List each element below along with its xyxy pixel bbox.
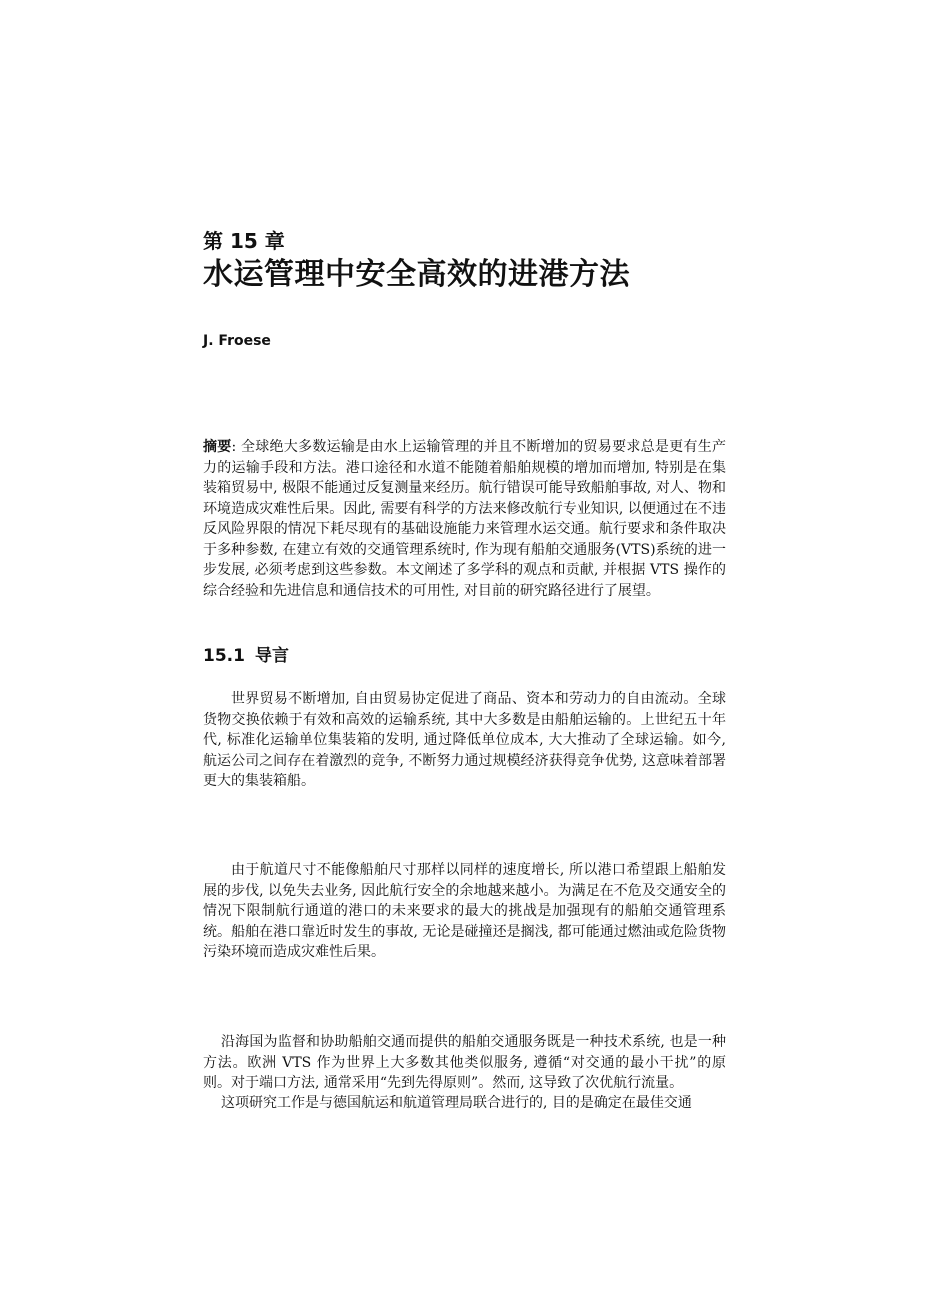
abstract-label: 摘要 [203,439,232,455]
chapter-title: 水运管理中安全高效的进港方法 [203,257,630,292]
body-paragraph-4: 这项研究工作是与德国航运和航道管理局联合进行的, 目的是确定在最佳交通 [221,1095,692,1111]
abstract-text: : 全球绝大多数运输是由水上运输管理的并且不断增加的贸易要求总是更有生产力的运输手段和方法。港口途径和水道不能随着船舶规模的增加而增加, 特别是在集装箱贸易中, 极限不能通过反复测量来经历。航行错误可能导致船舶事故, 对人、物和环境造成灾难性后果。因此, 需要有科学的方法来修改航行专业知识, 以便通过在不违反风险界限的情况下耗尽现有的基础设施能力来管理水运交通。航行要求和条件取决于多种参数, 在建立有效的交通管理系统时, 作为现有船舶交通服务(VTS)系统的进一步发展, 必须考虑到这些参数。本文阐述了多学科的观点和贡献, 并根据 VTS 操作的综合经验和先进信息和通信技术的可用性, 对目前的研究路径进行了展望。 [203,439,726,599]
section-number: 15.1 [203,646,245,666]
section-heading [203,645,726,667]
body-paragraph-1: 世界贸易不断增加, 自由贸易协定促进了商品、资本和劳动力的自由流动。全球货物交换依赖于有效和高效的运输系统, 其中大多数是由船舶运输的。上世纪五十年代, 标准化运输单位集装箱的发明, 通过降低单位成本, 大大推动了全球运输。如今, 航运公司之间存在着激烈的竞争, 不断努力通过规模经济获得竞争优势, 这意味着部署更大的集装箱船。 [203,691,726,789]
chapter-label: 第 15 章 [203,229,285,253]
abstract [203,437,726,601]
body-paragraph-3: 沿海国为监督和协助船舶交通而提供的船舶交通服务既是一种技术系统, 也是一种方法。欧洲 VTS 作为世界上大多数其他类似服务, 遵循“对交通的最小干扰”的原则。对于端口方法, 通常采用“先到先得原则”。然而, 这导致了次优航行流量。 [203,1034,726,1091]
body-paragraph-2: 由于航道尺寸不能像船舶尺寸那样以同样的速度增长, 所以港口希望跟上船舶发展的步伐, 以免失去业务, 因此航行安全的余地越来越小。为满足在不危及交通安全的情况下限制航行通道的港口的未来要求的最大的挑战是加强现有的船舶交通管理系统。船舶在港口靠近时发生的事故, 无论是碰撞还是搁浅, 都可能通过燃油或危险货物污染环境而造成灾难性后果。 [203,862,726,960]
author-name: J. Froese [203,333,271,349]
section-title: 导言 [255,646,289,666]
